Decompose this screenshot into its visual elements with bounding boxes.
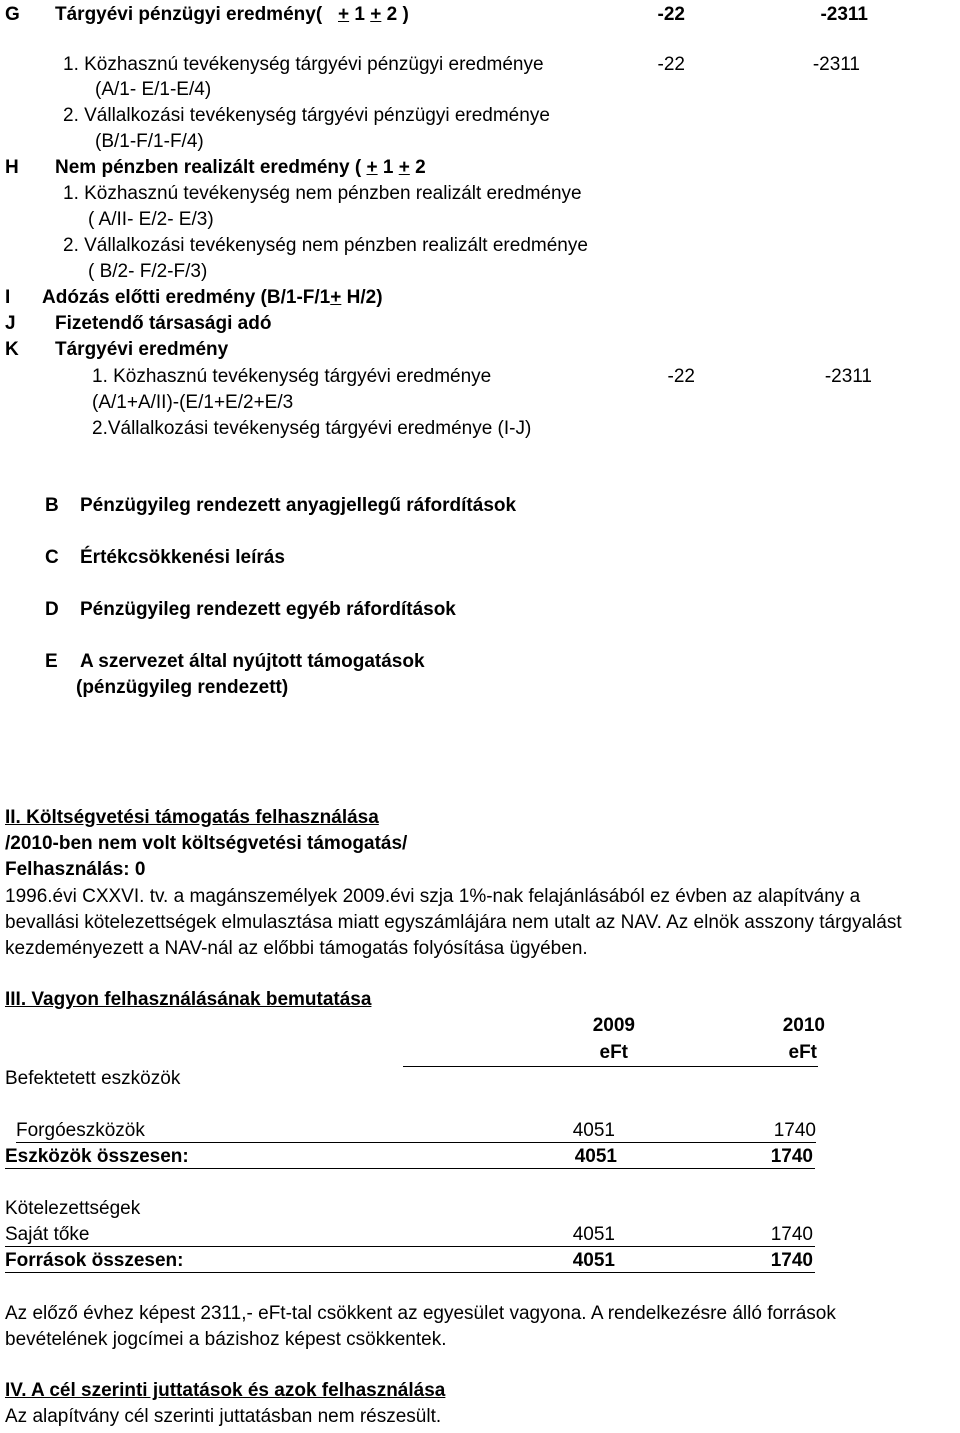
section-k-item1-line1: 1. Közhasznú tevékenység tárgyévi eredménye — [92, 366, 492, 387]
section-h-title — [55, 157, 426, 179]
section-iv-text: Az alapítvány cél szerinti juttatásban nem részesült. — [5, 1406, 442, 1427]
section-h-item2-line2: ( B/2- F/2-F/3) — [88, 261, 208, 282]
row-befektetett-label: Befektetett eszközök — [5, 1068, 181, 1089]
section-g-item2-line1: 2. Vállalkozási tevékenység tárgyévi pénzügyi eredménye — [63, 105, 550, 126]
section-g-item1-value-2010: -2311 — [812, 54, 860, 75]
section-g-title — [55, 4, 409, 26]
section-k-item1-value-2009: -22 — [667, 366, 695, 387]
expense-d-letter: D — [45, 599, 59, 620]
section-j-letter: J — [5, 313, 16, 334]
section-ii-heading: II. Költségvetési támogatás felhasználása — [5, 807, 379, 828]
section-i-title-text: Adózás előtti eredmény (B/1-F/1 — [42, 287, 331, 308]
section-ii-line2: /2010-ben nem volt költségvetési támogatás/ — [5, 833, 408, 854]
section-h-post: 2 — [409, 157, 426, 178]
section-g-item1-line1: 1. Közhasznú tevékenység tárgyévi pénzügyi eredménye — [63, 54, 544, 75]
row-forgoeszkozok-underline — [16, 1142, 816, 1143]
section-k-item2-line1: 2.Vállalkozási tevékenység tárgyévi eredménye (I-J) — [92, 418, 532, 439]
expense-e-text-line1: A szervezet által nyújtott támogatások — [80, 651, 425, 672]
row-eszkozok-osszesen-2010: 1740 — [770, 1146, 813, 1167]
row-sajat-toke-2010: 1740 — [770, 1224, 813, 1245]
section-h-plus2: + — [398, 157, 410, 178]
section-g-plus2: + — [370, 4, 382, 25]
row-forrasok-osszesen-2009: 4051 — [572, 1250, 615, 1271]
section-iii-year-2009: 2009 — [592, 1015, 635, 1036]
section-iii-heading: III. Vagyon felhasználásának bemutatása — [5, 989, 372, 1010]
section-iii-year-2010: 2010 — [782, 1015, 825, 1036]
section-i-post: H/2) — [341, 287, 383, 308]
row-forgoeszkozok-label: Forgóeszközök — [16, 1120, 145, 1141]
row-forrasok-osszesen-2010: 1740 — [770, 1250, 813, 1271]
section-iii-unit-2009: eFt — [599, 1042, 628, 1063]
section-iv-heading: IV. A cél szerinti juttatások és azok felhasználása — [5, 1380, 446, 1401]
section-g-value-2009: -22 — [657, 4, 685, 25]
row-kotelezettsegek-label: Kötelezettségek — [5, 1198, 141, 1219]
row-forrasok-osszesen-underline — [5, 1272, 815, 1273]
row-sajat-toke-2009: 4051 — [572, 1224, 615, 1245]
row-eszkozok-osszesen-underline — [5, 1168, 815, 1169]
section-i-letter: I — [5, 287, 11, 308]
section-g-mid: 1 — [349, 4, 371, 25]
section-k-letter: K — [5, 339, 19, 360]
row-forrasok-osszesen-label: Források összesen: — [5, 1250, 184, 1271]
section-h-item2-line1: 2. Vállalkozási tevékenység nem pénzben realizált eredménye — [63, 235, 588, 256]
section-g-item1-value-2009: -22 — [657, 54, 685, 75]
section-k-item1-line2: (A/1+A/II)-(E/1+E/2+E/3 — [92, 392, 294, 413]
section-h-item1-line2: ( A/II- E/2- E/3) — [88, 209, 214, 230]
section-iii-paragraph: Az előző évhez képest 2311,- eFt-tal csökkent az egyesület vagyona. A rendelkezésre álló források bevételének jogcímei a bázishoz képest csökkentek. — [5, 1303, 836, 1350]
section-h-letter: H — [5, 157, 19, 178]
section-k-item1-value-2010: -2311 — [824, 366, 872, 387]
section-h-plus1: + — [366, 157, 378, 178]
expense-e-text-line2: (pénzügyileg rendezett) — [76, 677, 289, 698]
expense-d-text: Pénzügyileg rendezett egyéb ráfordítások — [80, 599, 456, 620]
section-ii-line3: Felhasználás: 0 — [5, 859, 146, 880]
section-g-item2-line2: (B/1-F/1-F/4) — [95, 131, 204, 152]
row-eszkozok-osszesen-label: Eszközök összesen: — [5, 1146, 189, 1167]
expense-c-text: Értékcsökkenési leírás — [80, 547, 285, 568]
section-j-title: Fizetendő társasági adó — [55, 313, 272, 334]
section-h-item1-line1: 1. Közhasznú tevékenység nem pénzben realizált eredménye — [63, 183, 582, 204]
section-g-plus1: + — [338, 4, 350, 25]
expense-b-text: Pénzügyileg rendezett anyagjellegű ráfordítások — [80, 495, 517, 516]
section-g-letter: G — [5, 4, 20, 25]
section-i-title — [42, 287, 383, 309]
row-forgoeszkozok-2010: 1740 — [773, 1120, 816, 1141]
section-k-title: Tárgyévi eredmény — [55, 339, 229, 360]
section-h-title-text: Nem pénzben realizált eredmény ( — [55, 157, 367, 178]
row-forgoeszkozok-2009: 4051 — [572, 1120, 615, 1141]
section-i-plus: + — [330, 287, 342, 308]
row-sajat-toke-underline — [5, 1246, 815, 1247]
section-iii-unit-2010: eFt — [788, 1042, 817, 1063]
row-eszkozok-osszesen-2009: 4051 — [574, 1146, 617, 1167]
section-g-item1-line2: (A/1- E/1-E/4) — [95, 79, 212, 100]
section-g-post: 2 ) — [381, 4, 409, 25]
section-g-title-text: Tárgyévi pénzügyi eredmény( — [55, 4, 323, 25]
expense-c-letter: C — [45, 547, 59, 568]
section-ii-paragraph: 1996.évi CXXVI. tv. a magánszemélyek 2009.évi szja 1%-nak felajánlásából ez évben az alapítvány a bevallási kötelezettségek elmulasztása miatt egyszámlájára nem utalt az NAV. Az elnök asszony tárgyalást kezdeményezett a NAV-nál az előbbi támogatás folyósítása ügyében. — [5, 886, 902, 959]
expense-b-letter: B — [45, 495, 59, 516]
unit-underline — [403, 1066, 818, 1067]
section-g-value-2010: -2311 — [820, 4, 868, 25]
row-sajat-toke-label: Saját tőke — [5, 1224, 90, 1245]
expense-e-letter: E — [45, 651, 58, 672]
section-h-mid: 1 — [377, 157, 399, 178]
